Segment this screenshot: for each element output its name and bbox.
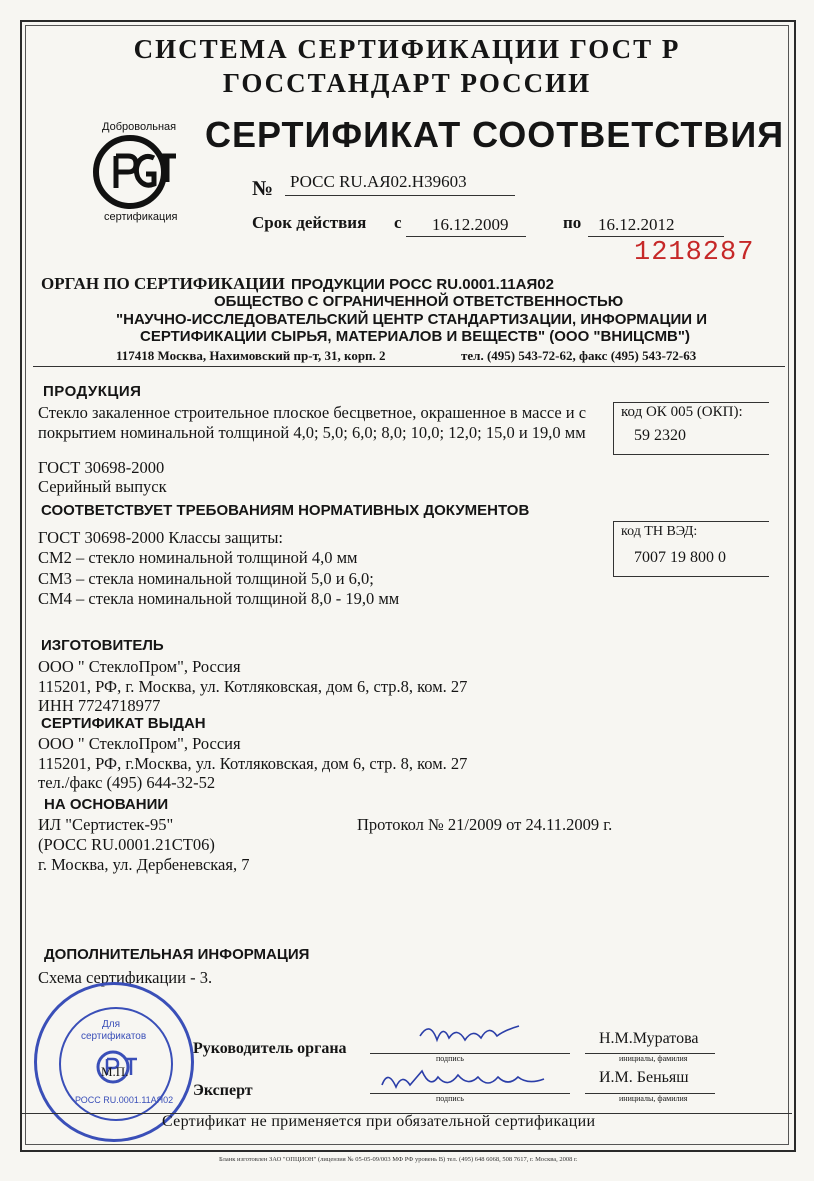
validity-label: Срок действия [252, 213, 367, 232]
product-heading: ПРОДУКЦИЯ [43, 383, 142, 400]
product-line-1: Стекло закаленное строительное плоское бесцветное, окрашенное в массе и с [38, 403, 587, 422]
head-sign-caption: подпись [436, 1054, 464, 1063]
okp-code-value: 59 2320 [634, 427, 686, 444]
head-name: Н.М.Муратова [599, 1030, 699, 1047]
basis-line-1: ИЛ "Сертистек-95" [38, 815, 174, 834]
organ-line-1: ПРОДУКЦИИ РОСС RU.0001.11АЯ02 [291, 276, 554, 293]
tnved-code-value: 7007 19 800 0 [634, 549, 726, 566]
head-label: Руководитель органа [193, 1040, 347, 1057]
product-line-2: покрытием номинальной толщиной 4,0; 5,0; 6,0; 8,0; 10,0; 12,0; 15,0 и 19,0 мм [38, 423, 586, 442]
compliance-heading: СООТВЕТСТВУЕТ ТРЕБОВАНИЯМ НОРМАТИВНЫХ ДОКУМЕНТОВ [41, 502, 530, 519]
product-release: Серийный выпуск [38, 477, 167, 496]
date-to: 16.12.2012 [598, 215, 675, 234]
organ-line-2: ОБЩЕСТВО С ОГРАНИЧЕННОЙ ОТВЕТСТВЕННОСТЬЮ [214, 293, 624, 310]
issued-line-1: ООО " СтеклоПром", Россия [38, 734, 241, 753]
print-line: Бланк изготовлен ЗАО "ОПЦИОН" (лицензия № 05-05-09/003 МФ РФ уровень В) тел. (495) 648 6068, 508 7617, г. Москва, 2008 г. [219, 1156, 578, 1163]
certificate-number: РОСС RU.АЯ02.Н39603 [290, 172, 467, 191]
basis-line-3: г. Москва, ул. Дербеневская, 7 [38, 855, 250, 874]
stamp-reg: РОСС RU.0001.11АЯ02 [75, 1095, 174, 1105]
compliance-line-3: СМ3 – стекла номинальной толщиной 5,0 и 6,0; [38, 569, 374, 588]
organ-line-3: "НАУЧНО-ИССЛЕДОВАТЕЛЬСКИЙ ЦЕНТР СТАНДАРТИЗАЦИИ, ИНФОРМАЦИИ И [116, 311, 708, 328]
basis-protocol: Протокол № 21/2009 от 24.11.2009 г. [357, 815, 613, 834]
additional-heading: ДОПОЛНИТЕЛЬНАЯ ИНФОРМАЦИЯ [44, 946, 310, 963]
expert-initials-caption: инициалы, фамилия [619, 1094, 688, 1103]
issued-line-2: 115201, РФ, г.Москва, ул. Котляковская, дом 6, стр. 8, ком. 27 [38, 754, 468, 773]
footer-note: Сертификат не применяется при обязательной сертификации [162, 1113, 596, 1130]
tnved-code-label: код ТН ВЭД: [621, 524, 698, 539]
head-initials-caption: инициалы, фамилия [619, 1054, 688, 1063]
issued-line-3: тел./факс (495) 644-32-52 [38, 773, 216, 792]
number-label: № [252, 176, 274, 200]
head-signature [415, 1016, 525, 1061]
date-from: 16.12.2009 [432, 215, 509, 234]
manufacturer-heading: ИЗГОТОВИТЕЛЬ [41, 637, 164, 654]
organ-phone: тел. (495) 543-72-62, факс (495) 543-72-63 [461, 348, 697, 363]
additional-line-1: Схема сертификации - 3. [38, 968, 213, 987]
compliance-line-4: СМ4 – стекла номинальной толщиной 8,0 - 19,0 мм [38, 589, 400, 608]
rosstandart-logo [72, 116, 188, 226]
system-subtitle: ГОССТАНДАРТ РОССИИ [222, 68, 592, 98]
validity-to-label: по [563, 213, 582, 232]
manufacturer-line-3: ИНН 7724718977 [38, 696, 161, 715]
basis-line-2: (РОСС RU.0001.21СТ06) [38, 835, 215, 854]
organ-address: 117418 Москва, Нахимовский пр-т, 31, корп. 2 [116, 348, 386, 363]
expert-label: Эксперт [193, 1082, 253, 1099]
okp-code-label: код ОК 005 (ОКП): [621, 404, 743, 420]
stamp-text-top: Для [102, 1019, 121, 1030]
basis-heading: НА ОСНОВАНИИ [44, 796, 169, 813]
validity-from-label: с [394, 213, 402, 232]
stamp-text-mid: сертификатов [81, 1031, 147, 1042]
logo-top-text: Добровольная [102, 121, 177, 133]
logo-bottom-text: сертификация [104, 211, 178, 223]
organ-line-4: СЕРТИФИКАЦИИ СЫРЬЯ, МАТЕРИАЛОВ И ВЕЩЕСТВ" (ООО "ВНИЦСМВ") [140, 328, 690, 345]
certificate-title: СЕРТИФИКАТ СООТВЕТСТВИЯ [205, 114, 785, 155]
expert-sign-caption: подпись [436, 1094, 464, 1103]
system-title: СИСТЕМА СЕРТИФИКАЦИИ ГОСТ Р [133, 34, 681, 64]
organ-label: ОРГАН ПО СЕРТИФИКАЦИИ [41, 274, 285, 293]
manufacturer-line-2: 115201, РФ, г. Москва, ул. Котляковская, дом 6, стр.8, ком. 27 [38, 677, 468, 696]
expert-name: И.М. Беньяш [599, 1069, 689, 1086]
compliance-line-1: ГОСТ 30698-2000 Классы защиты: [38, 528, 284, 547]
manufacturer-line-1: ООО " СтеклоПром", Россия [38, 657, 241, 676]
serial-number: 1218287 [634, 238, 755, 268]
product-standard: ГОСТ 30698-2000 [38, 458, 165, 477]
compliance-line-2: СМ2 – стекло номинальной толщиной 4,0 мм [38, 548, 358, 567]
issued-heading: СЕРТИФИКАТ ВЫДАН [41, 715, 206, 732]
mp-label: М.П. [101, 1064, 129, 1079]
